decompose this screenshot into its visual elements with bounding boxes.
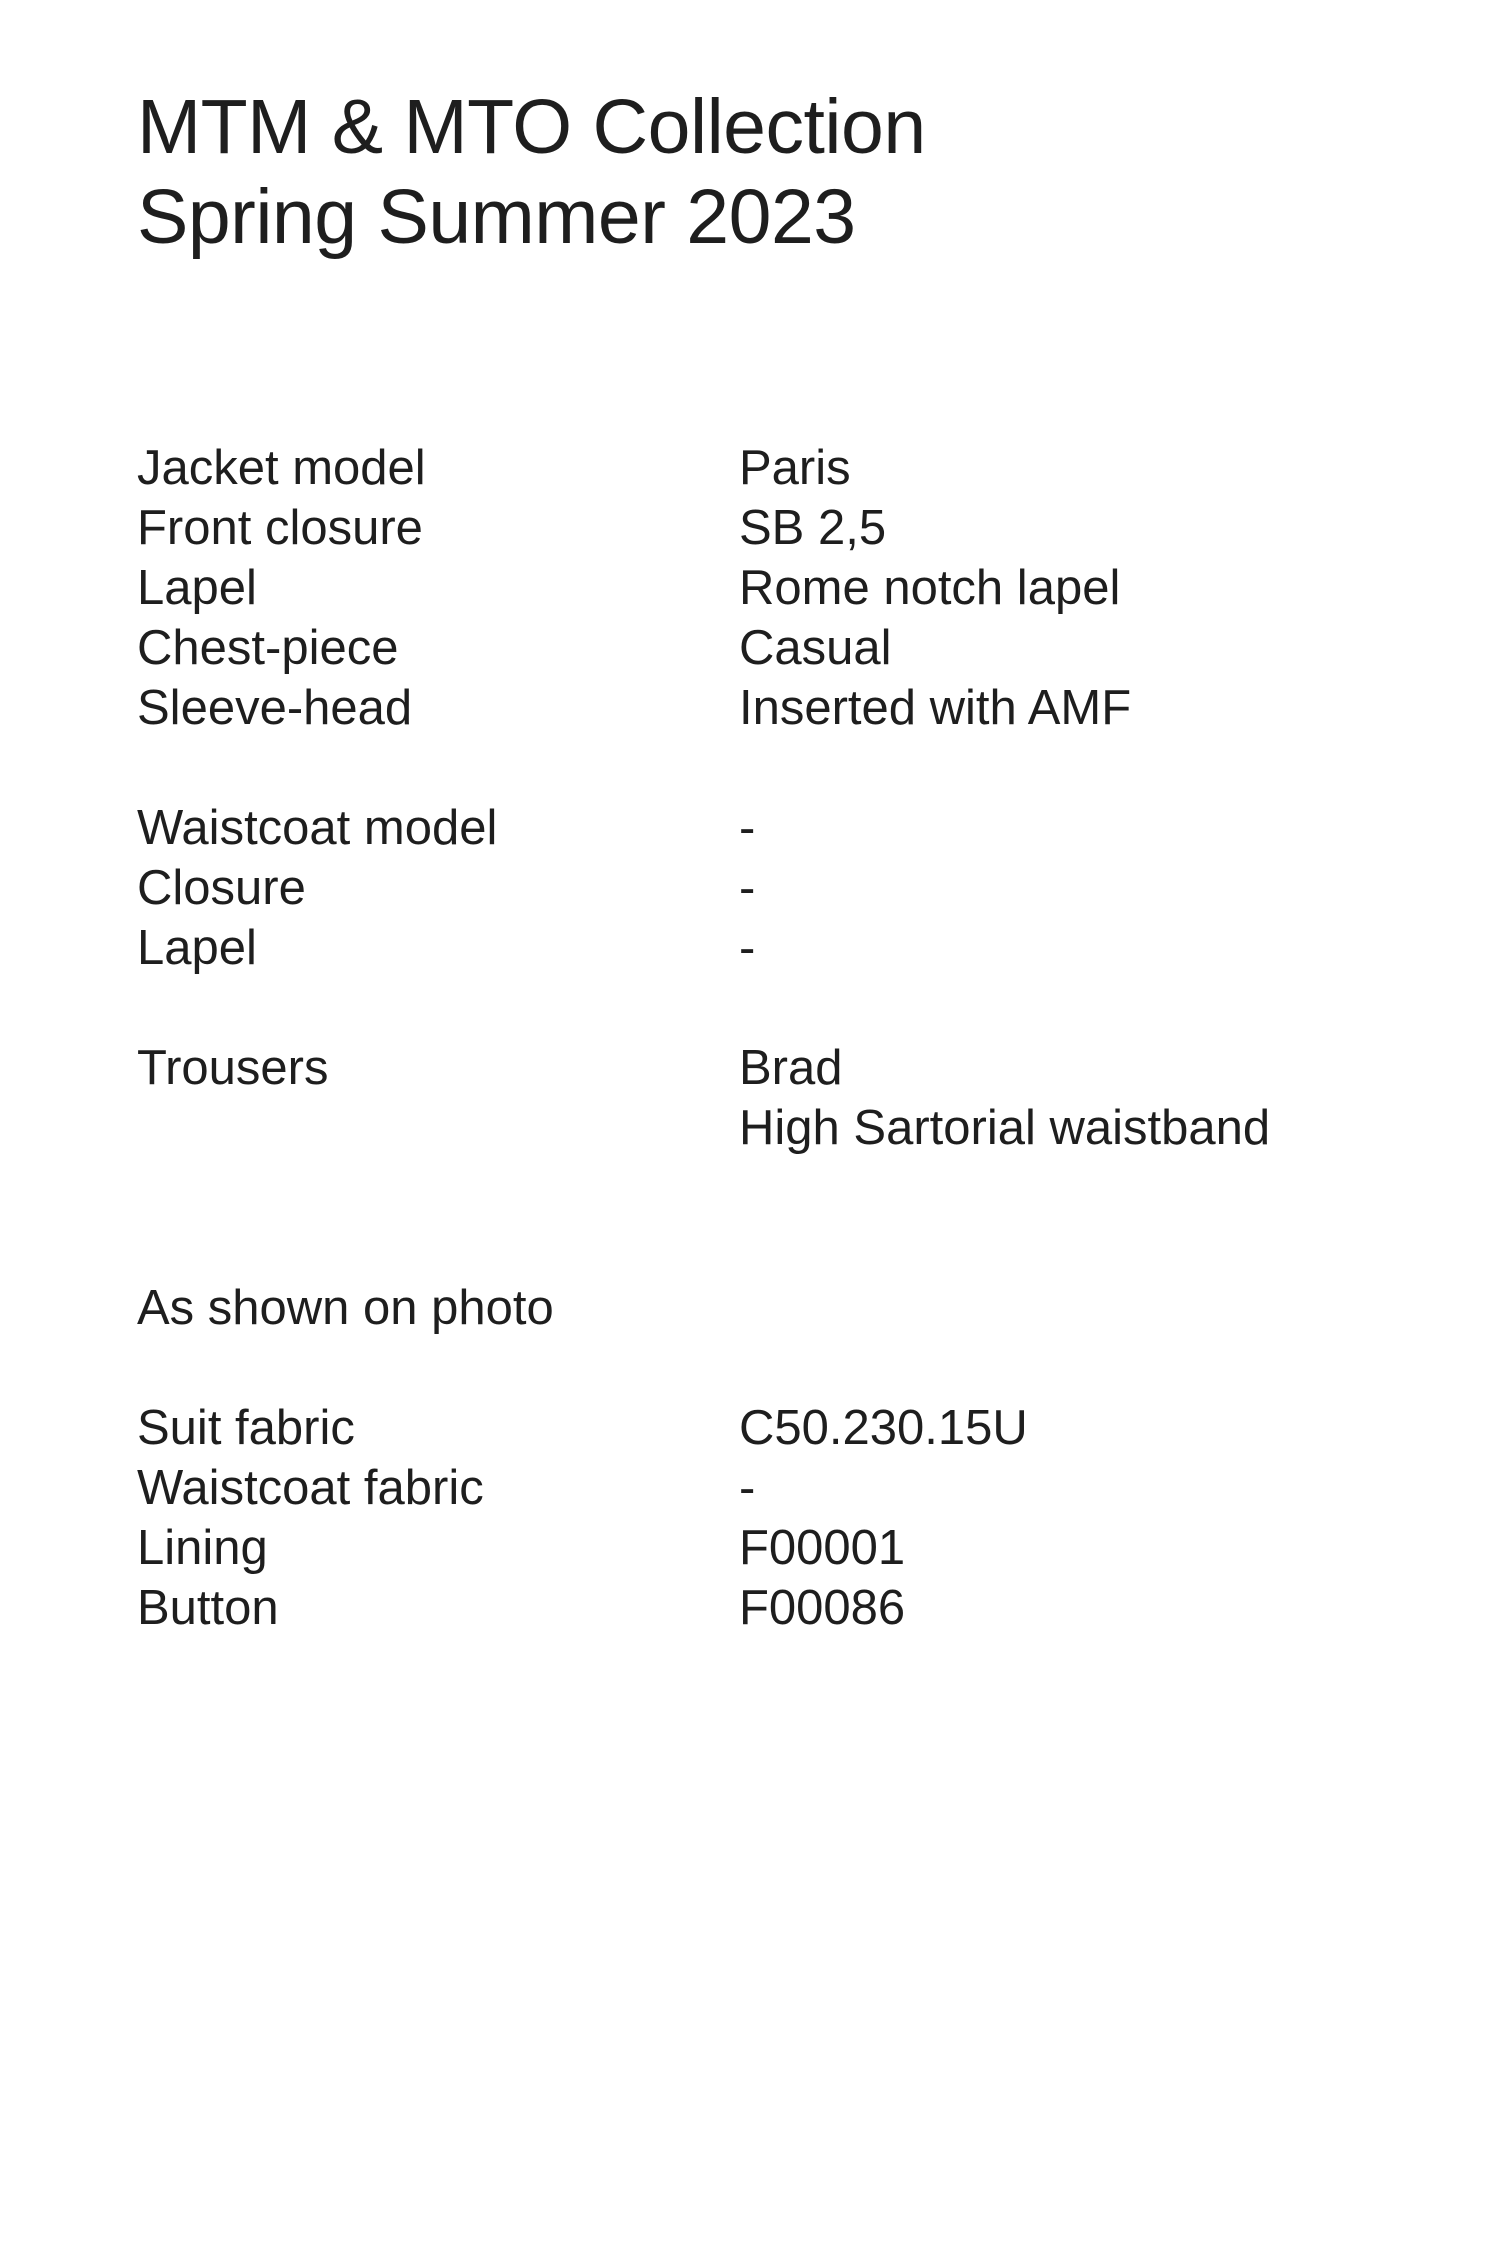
spec-row-chest-piece bbox=[137, 618, 1437, 678]
spec-row-jacket-lapel bbox=[137, 558, 1437, 618]
spec-label: Trousers bbox=[137, 1041, 329, 1095]
spec-label: Chest-piece bbox=[137, 621, 399, 675]
spec-label: Lapel bbox=[137, 561, 257, 615]
spec-row-sleeve-head bbox=[137, 678, 1437, 738]
spec-value: Paris bbox=[739, 441, 851, 495]
spec-row-waistcoat-closure bbox=[137, 858, 1437, 918]
page-title bbox=[137, 82, 926, 262]
title-line-2: Spring Summer 2023 bbox=[137, 174, 856, 260]
spec-row-waistcoat-lapel bbox=[137, 918, 1437, 978]
spec-row-jacket-model bbox=[137, 438, 1437, 498]
spec-value: F00001 bbox=[739, 1521, 906, 1575]
spec-label: Waistcoat fabric bbox=[137, 1461, 484, 1515]
spec-value: - bbox=[739, 801, 756, 855]
spec-row-trousers bbox=[137, 1038, 1437, 1098]
spec-row-waistcoat-model bbox=[137, 798, 1437, 858]
spec-row-waistcoat-fabric bbox=[137, 1458, 1437, 1518]
spec-value: C50.230.15U bbox=[739, 1401, 1028, 1455]
spec-row-trousers-waistband bbox=[137, 1098, 1437, 1158]
spec-row-suit-fabric bbox=[137, 1398, 1437, 1458]
as-shown-heading bbox=[137, 1278, 1437, 1338]
spec-label: Button bbox=[137, 1581, 279, 1635]
spec-label: Sleeve-head bbox=[137, 681, 413, 735]
spec-label: Lining bbox=[137, 1521, 268, 1575]
spec-label: Closure bbox=[137, 861, 306, 915]
spec-label: Waistcoat model bbox=[137, 801, 498, 855]
spec-value: Brad bbox=[739, 1041, 843, 1095]
spec-value: SB 2,5 bbox=[739, 501, 887, 555]
spec-value: - bbox=[739, 1461, 756, 1515]
spec-row-front-closure bbox=[137, 498, 1437, 558]
spec-value: Rome notch lapel bbox=[739, 561, 1121, 615]
spec-label: Jacket model bbox=[137, 441, 426, 495]
spec-value: - bbox=[739, 861, 756, 915]
section-heading: As shown on photo bbox=[137, 1281, 554, 1335]
spec-row-lining bbox=[137, 1518, 1437, 1578]
spec-label: Lapel bbox=[137, 921, 257, 975]
spec-value: High Sartorial waistband bbox=[739, 1101, 1271, 1155]
spec-value: F00086 bbox=[739, 1581, 906, 1635]
spec-value: - bbox=[739, 921, 756, 975]
spec-row-button bbox=[137, 1578, 1437, 1638]
spec-value: Casual bbox=[739, 621, 892, 675]
spec-value: Inserted with AMF bbox=[739, 681, 1132, 735]
spec-label: Suit fabric bbox=[137, 1401, 355, 1455]
spec-label: Front closure bbox=[137, 501, 423, 555]
title-line-1: MTM & MTO Collection bbox=[137, 84, 926, 170]
